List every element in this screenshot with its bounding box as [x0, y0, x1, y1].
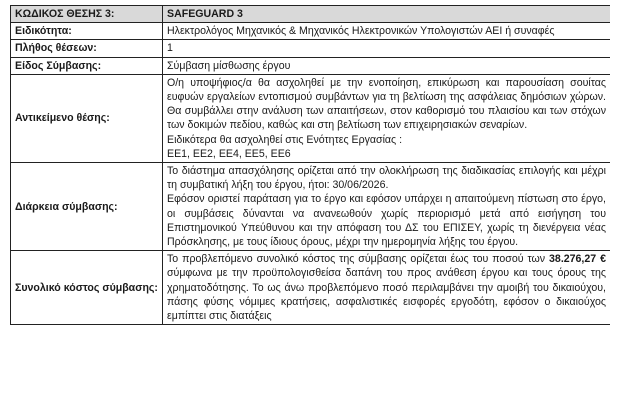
- specialty-row: [11, 23, 611, 40]
- work-units-intro: Ειδικότερα θα ασχοληθεί στις Ενότητες Εργασίας :: [167, 133, 403, 146]
- cost-amount: 38.276,27 €: [549, 253, 606, 266]
- contract-cost-label: Συνολικό κόστος σύμβασης:: [11, 251, 163, 325]
- cost-text-after: σύμφωνα με την προϋπολογισθείσα δαπάνη του προς ανάθεση έργου και τους όρους της χρηματοδότησης. Το ως άνω προβλεπόμενο ποσό περιλαμβάνει την αμοιβή του δικαιούχου, πάσης φύσης νόμιμες κρατήσεις, ασφαλιστικές εισφορές εργοδότη, εφόσον ο δικαιούχος εμπίπτει στις διατάξεις: [167, 267, 606, 323]
- positions-count-label: Πλήθος θέσεων:: [11, 40, 163, 57]
- position-code-label: ΚΩΔΙΚΟΣ ΘΕΣΗΣ 3:: [11, 6, 163, 23]
- contract-duration-label: Διάρκεια σύμβασης:: [11, 163, 163, 251]
- contract-cost-value: [163, 251, 611, 325]
- specialty-label: Ειδικότητα:: [11, 23, 163, 40]
- position-object-label: Αντικείμενο θέσης:: [11, 74, 163, 162]
- duration-paragraph-1: Το διάστημα απασχόλησης ορίζεται από την ολοκλήρωση της διαδικασίας επιλογής και μέχρι τη συμβατική λήξη του έργου, ήτοι: 30/06/2026.: [167, 165, 606, 192]
- duration-paragraph-2: Εφόσον οριστεί παράταση για το έργο και εφόσον υπάρχει η απαιτούμενη πίστωση στο έργο, οι συμβάσεις δύνανται να ανανεωθούν χωρίς περιορισμό μετά από εισήγηση του Επιστημονικού Υπεύθυνου και την απόφαση του ΔΣ του ΕΠΙΣΕΥ, χωρίς τη διενέργεια νέας Πρόσκλησης, με τους ίδιους όρους, μέχρι την ημερομηνία λήξης του έργου.: [167, 193, 606, 249]
- table-header-row: [11, 6, 611, 23]
- specialty-value: Ηλεκτρολόγος Μηχανικός & Μηχανικός Ηλεκτρονικών Υπολογιστών ΑΕΙ ή συναφές: [163, 23, 611, 40]
- position-object-value: [163, 74, 611, 162]
- position-sheet: [10, 5, 610, 407]
- contract-type-label: Είδος Σύμβασης:: [11, 57, 163, 74]
- contract-type-row: [11, 57, 611, 74]
- contract-duration-row: [11, 163, 611, 251]
- contract-cost-row: [11, 251, 611, 325]
- work-units-list: ΕΕ1, ΕΕ2, ΕΕ4, ΕΕ5, ΕΕ6: [167, 147, 291, 160]
- positions-count-value: 1: [163, 40, 611, 57]
- positions-count-row: [11, 40, 611, 57]
- contract-duration-value: [163, 163, 611, 251]
- cost-text-before: Το προβλεπόμενο συνολικό κόστος της σύμβασης ορίζεται έως του ποσού των: [167, 253, 546, 266]
- position-object-row: [11, 74, 611, 162]
- position-details-table: [10, 5, 610, 325]
- contract-type-value: Σύμβαση μίσθωσης έργου: [163, 57, 611, 74]
- position-object-paragraph: Ο/η υποψήφιος/α θα ασχοληθεί με την ενοποίηση, επικύρωση και παρουσίαση σουίτας ευφυών εργαλείων εντοπισμού συμβάντων για τη βελτίωση της ασφάλειας δημόσιων χώρων. Θα συμβάλλει στην ανάλυση των απαιτήσεων, στον καθορισμό του πλαισίου και των στόχων των δοκιμών πεδίου, καθώς και στη βελτίωση των επιχειρησιακών σεναρίων.: [167, 76, 606, 132]
- position-code-value: SAFEGUARD 3: [163, 6, 611, 23]
